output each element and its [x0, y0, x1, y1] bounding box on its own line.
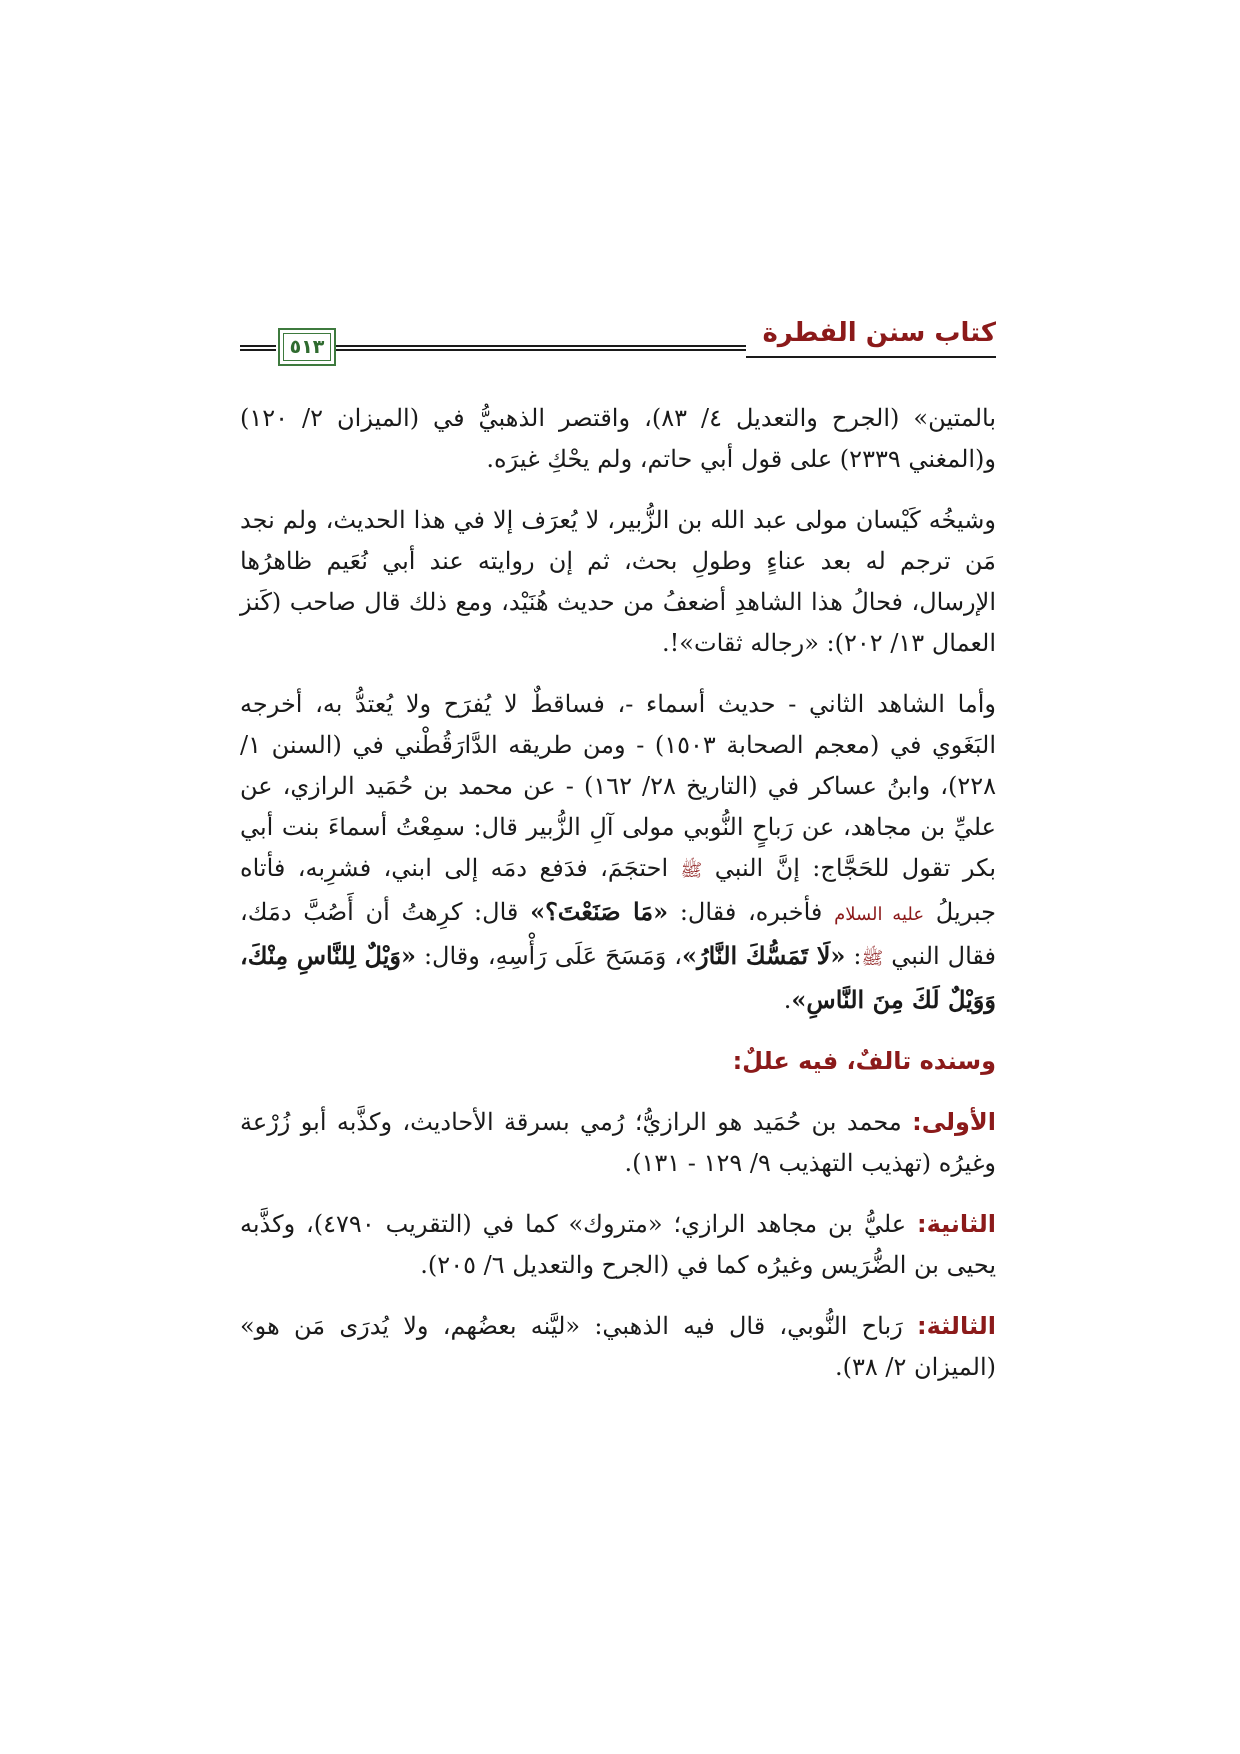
- salutation-mark: ﷺ: [680, 860, 703, 881]
- title-underline: [746, 356, 996, 358]
- point-first: [240, 1102, 996, 1184]
- point-label: الثانية:: [916, 1210, 996, 1238]
- salutation-mark: عليه السلام: [834, 904, 925, 925]
- page-header: [240, 318, 996, 398]
- hadith-paragraph: [240, 684, 996, 1021]
- hadith-text-2: احتجَمَ، فدَفع دمَه إلى ابني، فشرِبه، فأتاه جبريلُ: [240, 854, 996, 926]
- paragraph-2: وشيخُه كَيْسان مولى عبد الله بن الزُّبير، لا يُعرَف إلا في هذا الحديث، ولم نجد مَن ترجم له بعد عناءٍ وطولِ بحث، ثم إن روايته عند أبي نُعَيم ظاهرُها الإرسال، فحالُ هذا الشاهدِ أضعفُ من حديث هُنَيْد، ومع ذلك قال صاحب (كَنز العمال ١٣/ ٢٠٢): «رجاله ثقات»!.: [240, 506, 996, 657]
- point-second: [240, 1204, 996, 1286]
- hadith-text-3: فأخبره، فقال:: [679, 898, 823, 926]
- page-body: [240, 398, 996, 1408]
- point-text: عليُّ بن مجاهد الرازي؛ «متروك» كما في (التقريب ٤٧٩٠)، وكذَّبه يحيى بن الضُّرَيس وغيرُه كما في (الجرح والتعديل ٦/ ٢٠٥).: [240, 1210, 996, 1279]
- hadith-text-7: .: [783, 986, 792, 1014]
- hadith-text-5: :: [853, 942, 862, 970]
- point-third: [240, 1306, 996, 1388]
- header-rule-middle: [336, 345, 746, 351]
- hadith-text-4: قال: كرِهتُ أن أَصُبَّ دمَك، فقال النبي: [240, 898, 996, 970]
- point-label: الأولى:: [912, 1108, 996, 1136]
- section-subheading: وسنده تالفٌ، فيه عللٌ:: [732, 1047, 996, 1075]
- hadith-text-1: وأما الشاهد الثاني - حديث أسماء -، فساقطٌ لا يُفرَح ولا يُعتدُّ به، أخرجه البَغَوي في (معجم الصحابة ١٥٠٣) - ومن طريقه الدَّارَقُطْني في (السنن ١/ ٢٢٨)، وابنُ عساكر في (التاريخ ٢٨/ ١٦٢) - عن محمد بن حُمَيد الرازي، عن عليِّ بن مجاهد، عن رَباحٍ النُّوبي مولى آلِ الزُّبير قال: سمِعْتُ أسماءَ بنت أبي بكر تقول للحَجَّاج: إنَّ النبي: [240, 690, 996, 882]
- hadith-quote-2: «لَا تَمَسُّكَ النَّارُ»: [682, 941, 846, 970]
- paragraph-1: بالمتين» (الجرح والتعديل ٤/ ٨٣)، واقتصر الذهبيُّ في (الميزان ٢/ ١٢٠) و(المغني ٢٣٣٩) على قول أبي حاتم، ولم يحْكِ غيرَه.: [240, 404, 997, 473]
- hadith-quote-3: «وَيْلٌ لِلنَّاسِ مِنْكَ، وَوَيْلٌ لَكَ مِنَ النَّاسِ»: [240, 941, 996, 1014]
- book-title: كتاب سنن الفطرة: [762, 318, 996, 348]
- point-label: الثالثة:: [916, 1312, 996, 1340]
- page-number: ٥١٣: [289, 336, 325, 358]
- point-text: رَباح النُّوبي، قال فيه الذهبي: «ليَّنه بعضُهم، ولا يُدرَى مَن هو» (الميزان ٢/ ٣٨).: [240, 1312, 996, 1381]
- hadith-quote-1: «مَا صَنَعْتَ؟»: [530, 897, 669, 926]
- salutation-mark: ﷺ: [861, 948, 884, 969]
- hadith-text-6: ، وَمَسَحَ عَلَى رَأْسِهِ، وقال:: [423, 942, 683, 970]
- point-text: محمد بن حُمَيد هو الرازيُّ؛ رُمي بسرقة الأحاديث، وكذَّبه أبو زُرْعة وغيرُه (تهذيب التهذيب ٩/ ١٢٩ - ١٣١).: [240, 1108, 996, 1177]
- header-rule-left: [240, 345, 276, 351]
- page-number-badge: [278, 328, 336, 366]
